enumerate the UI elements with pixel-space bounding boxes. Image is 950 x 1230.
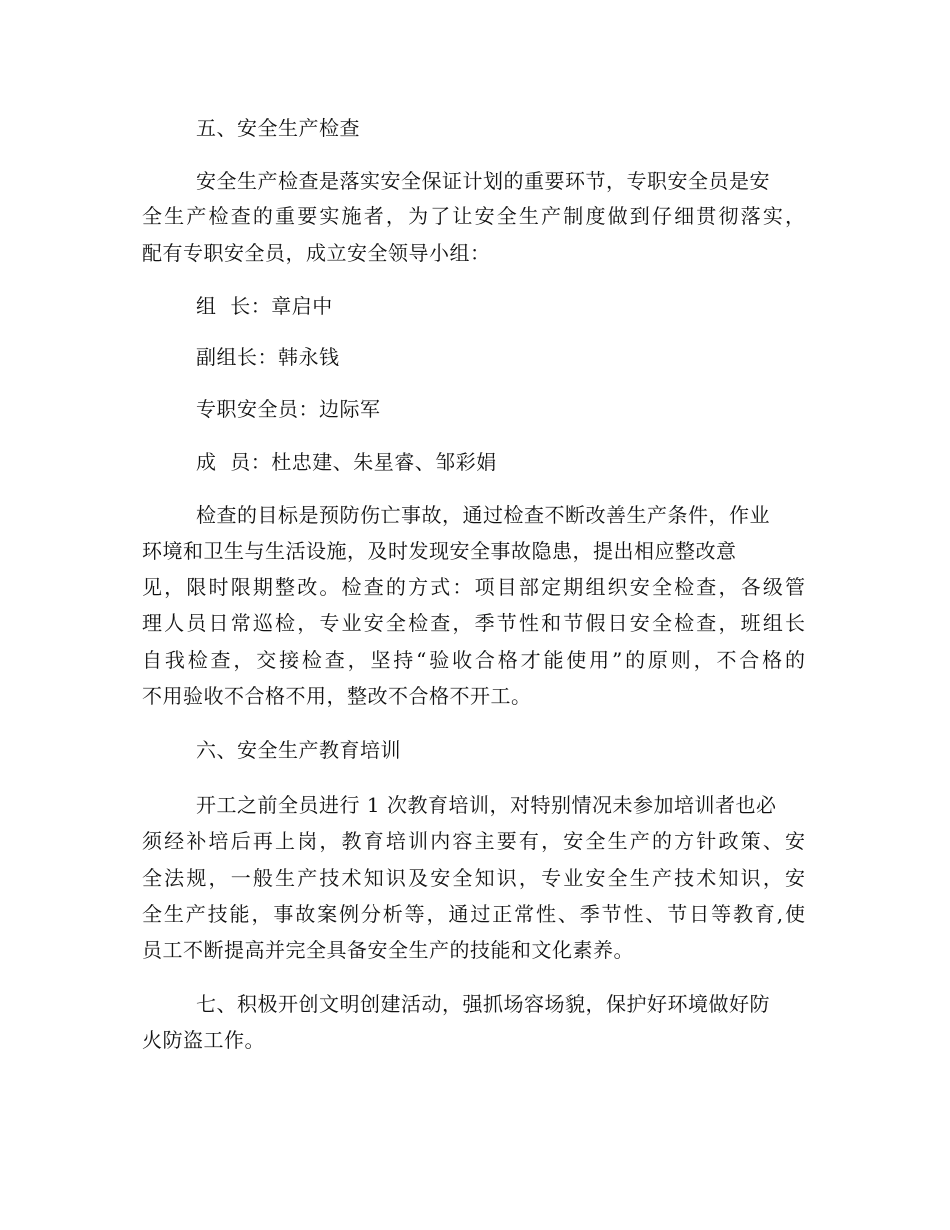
paragraph-line: 不用验收不合格不用，整改不合格不开工。 [142, 684, 532, 708]
section-heading-6: 六、安全生产教育培训 [196, 738, 401, 762]
paragraph-line: 见，限时限期整改。检查的方式：项目部定期组织安全检查，各级管 [142, 575, 805, 599]
team-leader-line: 组 长：章启中 [196, 294, 333, 318]
paragraph-line: 检查的目标是预防伤亡事故，通过检查不断改善生产条件，作业 [196, 503, 770, 527]
paragraph-line: 自我检查，交接检查，坚持“验收合格才能使用”的原则，不合格的 [142, 648, 805, 672]
paragraph-line: 全法规，一般生产技术知识及安全知识，专业安全生产技术知识，安 [142, 866, 805, 890]
paragraph-line: 须经补培后再上岗，教育培训内容主要有，安全生产的方针政策、安 [142, 829, 805, 853]
paragraph-line: 火防盗工作。 [142, 1028, 265, 1052]
section-heading-5: 五、安全生产检查 [196, 116, 360, 140]
paragraph-line: 全生产技能，事故案例分析等，通过正常性、季节性、节日等教育,使 [142, 902, 805, 926]
safety-officer-line: 专职安全员：边际军 [196, 397, 381, 421]
paragraph-line: 员工不断提高并完全具备安全生产的技能和文化素养。 [142, 938, 634, 962]
paragraph-line: 环境和卫生与生活设施，及时发现安全事故隐患，提出相应整改意 [142, 539, 737, 563]
paragraph-line: 安全生产检查是落实安全保证计划的重要环节，专职安全员是安 [196, 169, 770, 193]
team-members-line: 成 员：杜忠建、朱星睿、邹彩娟 [196, 450, 497, 474]
paragraph-line: 开工之前全员进行 1 次教育培训，对特别情况未参加培训者也必 [196, 793, 777, 817]
paragraph-line: 全生产检查的重要实施者，为了让安全生产制度做到仔细贯彻落实， [142, 204, 805, 228]
paragraph-line: 配有专职安全员，成立安全领导小组： [142, 241, 491, 265]
paragraph-line: 理人员日常巡检，专业安全检查，季节性和节假日安全检查，班组长 [142, 611, 805, 635]
paragraph-line: 七、积极开创文明创建活动，强抓场容场貌，保护好环境做好防 [196, 992, 770, 1016]
deputy-leader-line: 副组长：韩永钱 [196, 345, 340, 369]
